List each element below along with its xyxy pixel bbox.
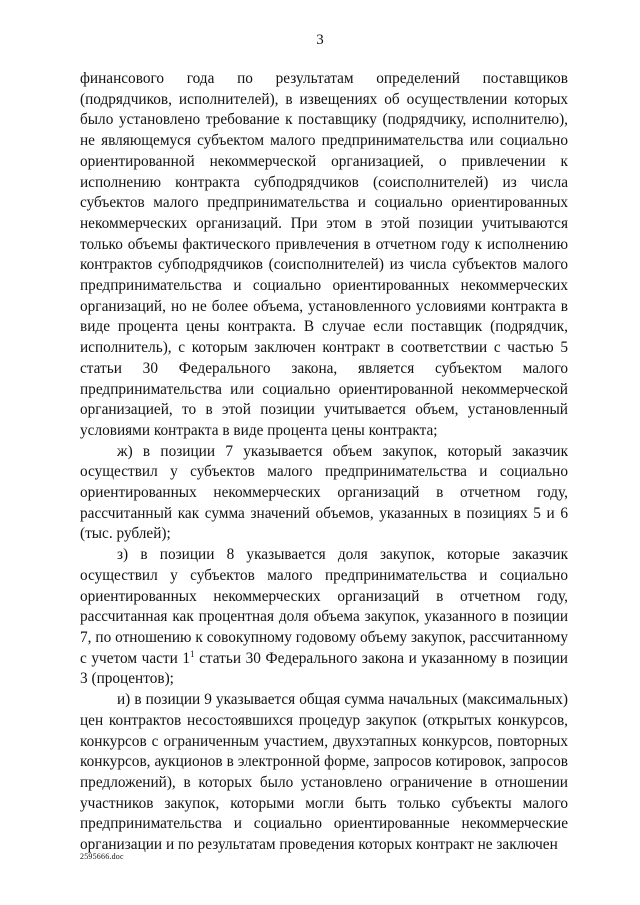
document-body (80, 69, 568, 856)
paragraph-continuation: финансового года по результатам определений поставщиков (подрядчиков, исполнителей), в извещениях об осуществлении которых было установлено требование к поставщику (подрядчику, исполнителю), не являющемуся субъектом малого предпринимательства или социально ориентированной некоммерческой организацией, о привлечении к исполнению контракта субподрядчиков (соисполнителей) из числа субъектов малого предпринимательства и социально ориентированных некоммерческих организаций. При этом в этой позиции учитываются только объемы фактического привлечения в отчетном году к исполнению контрактов субподрядчиков (соисполнителей) из числа субъектов малого предпринимательства и социально ориентированных некоммерческих организаций, но не более объема, установленного условиями контракта в виде процента цены контракта. В случае если поставщик (подрядчик, исполнитель), с которым заключен контракт в соответствии с частью 5 статьи 30 Федерального закона, является субъектом малого предпринимательства или социально ориентированной некоммерческой организацией, то в этой позиции учитывается объем, установленный условиями контракта в виде процента цены контракта; (80, 70, 568, 439)
superscript-part-number: 1 (190, 648, 195, 659)
page-number: 3 (316, 32, 324, 48)
paragraph-item-z-text-end: статьи 30 Федерального закона и указанному в позиции 3 (процентов); (80, 649, 568, 688)
footer-filename: 2595666.doc (80, 852, 124, 861)
paragraph-item-zh: ж) в позиции 7 указывается объем закупок, который заказчик осуществил у субъектов малого предпринимательства и социально ориентированных некоммерческих организаций в отчетном году, рассчитанный как сумма значений объемов, указанных в позициях 5 и 6 (тыс. рублей); (80, 442, 568, 543)
paragraph-item-z-text-start: з) в позиции 8 указывается доля закупок, которые заказчик осуществил у субъектов малого предпринимательства и социально ориентированных некоммерческих организаций в отчетном году, рассчитанная как процентная доля объема закупок, указанного в позиции 7, по отношению к совокупному годовому объему закупок, рассчитанному с учетом части 1 (80, 546, 568, 667)
paragraph-item-i: и) в позиции 9 указывается общая сумма начальных (максимальных) цен контрактов несостоявшихся процедур закупок (открытых конкурсов, конкурсов с ограниченным участием, двухэтапных конкурсов, повторных конкурсов, аукционов в электронной форме, запросов котировок, запросов предложений), в которых было установлено ограничение в отношении участников закупок, которыми могли быть только субъекты малого предпринимательства и социально ориентированные некоммерческие организации и по результатам проведения которых контракт не заключен (80, 691, 568, 854)
paragraph-item-z (80, 545, 568, 690)
